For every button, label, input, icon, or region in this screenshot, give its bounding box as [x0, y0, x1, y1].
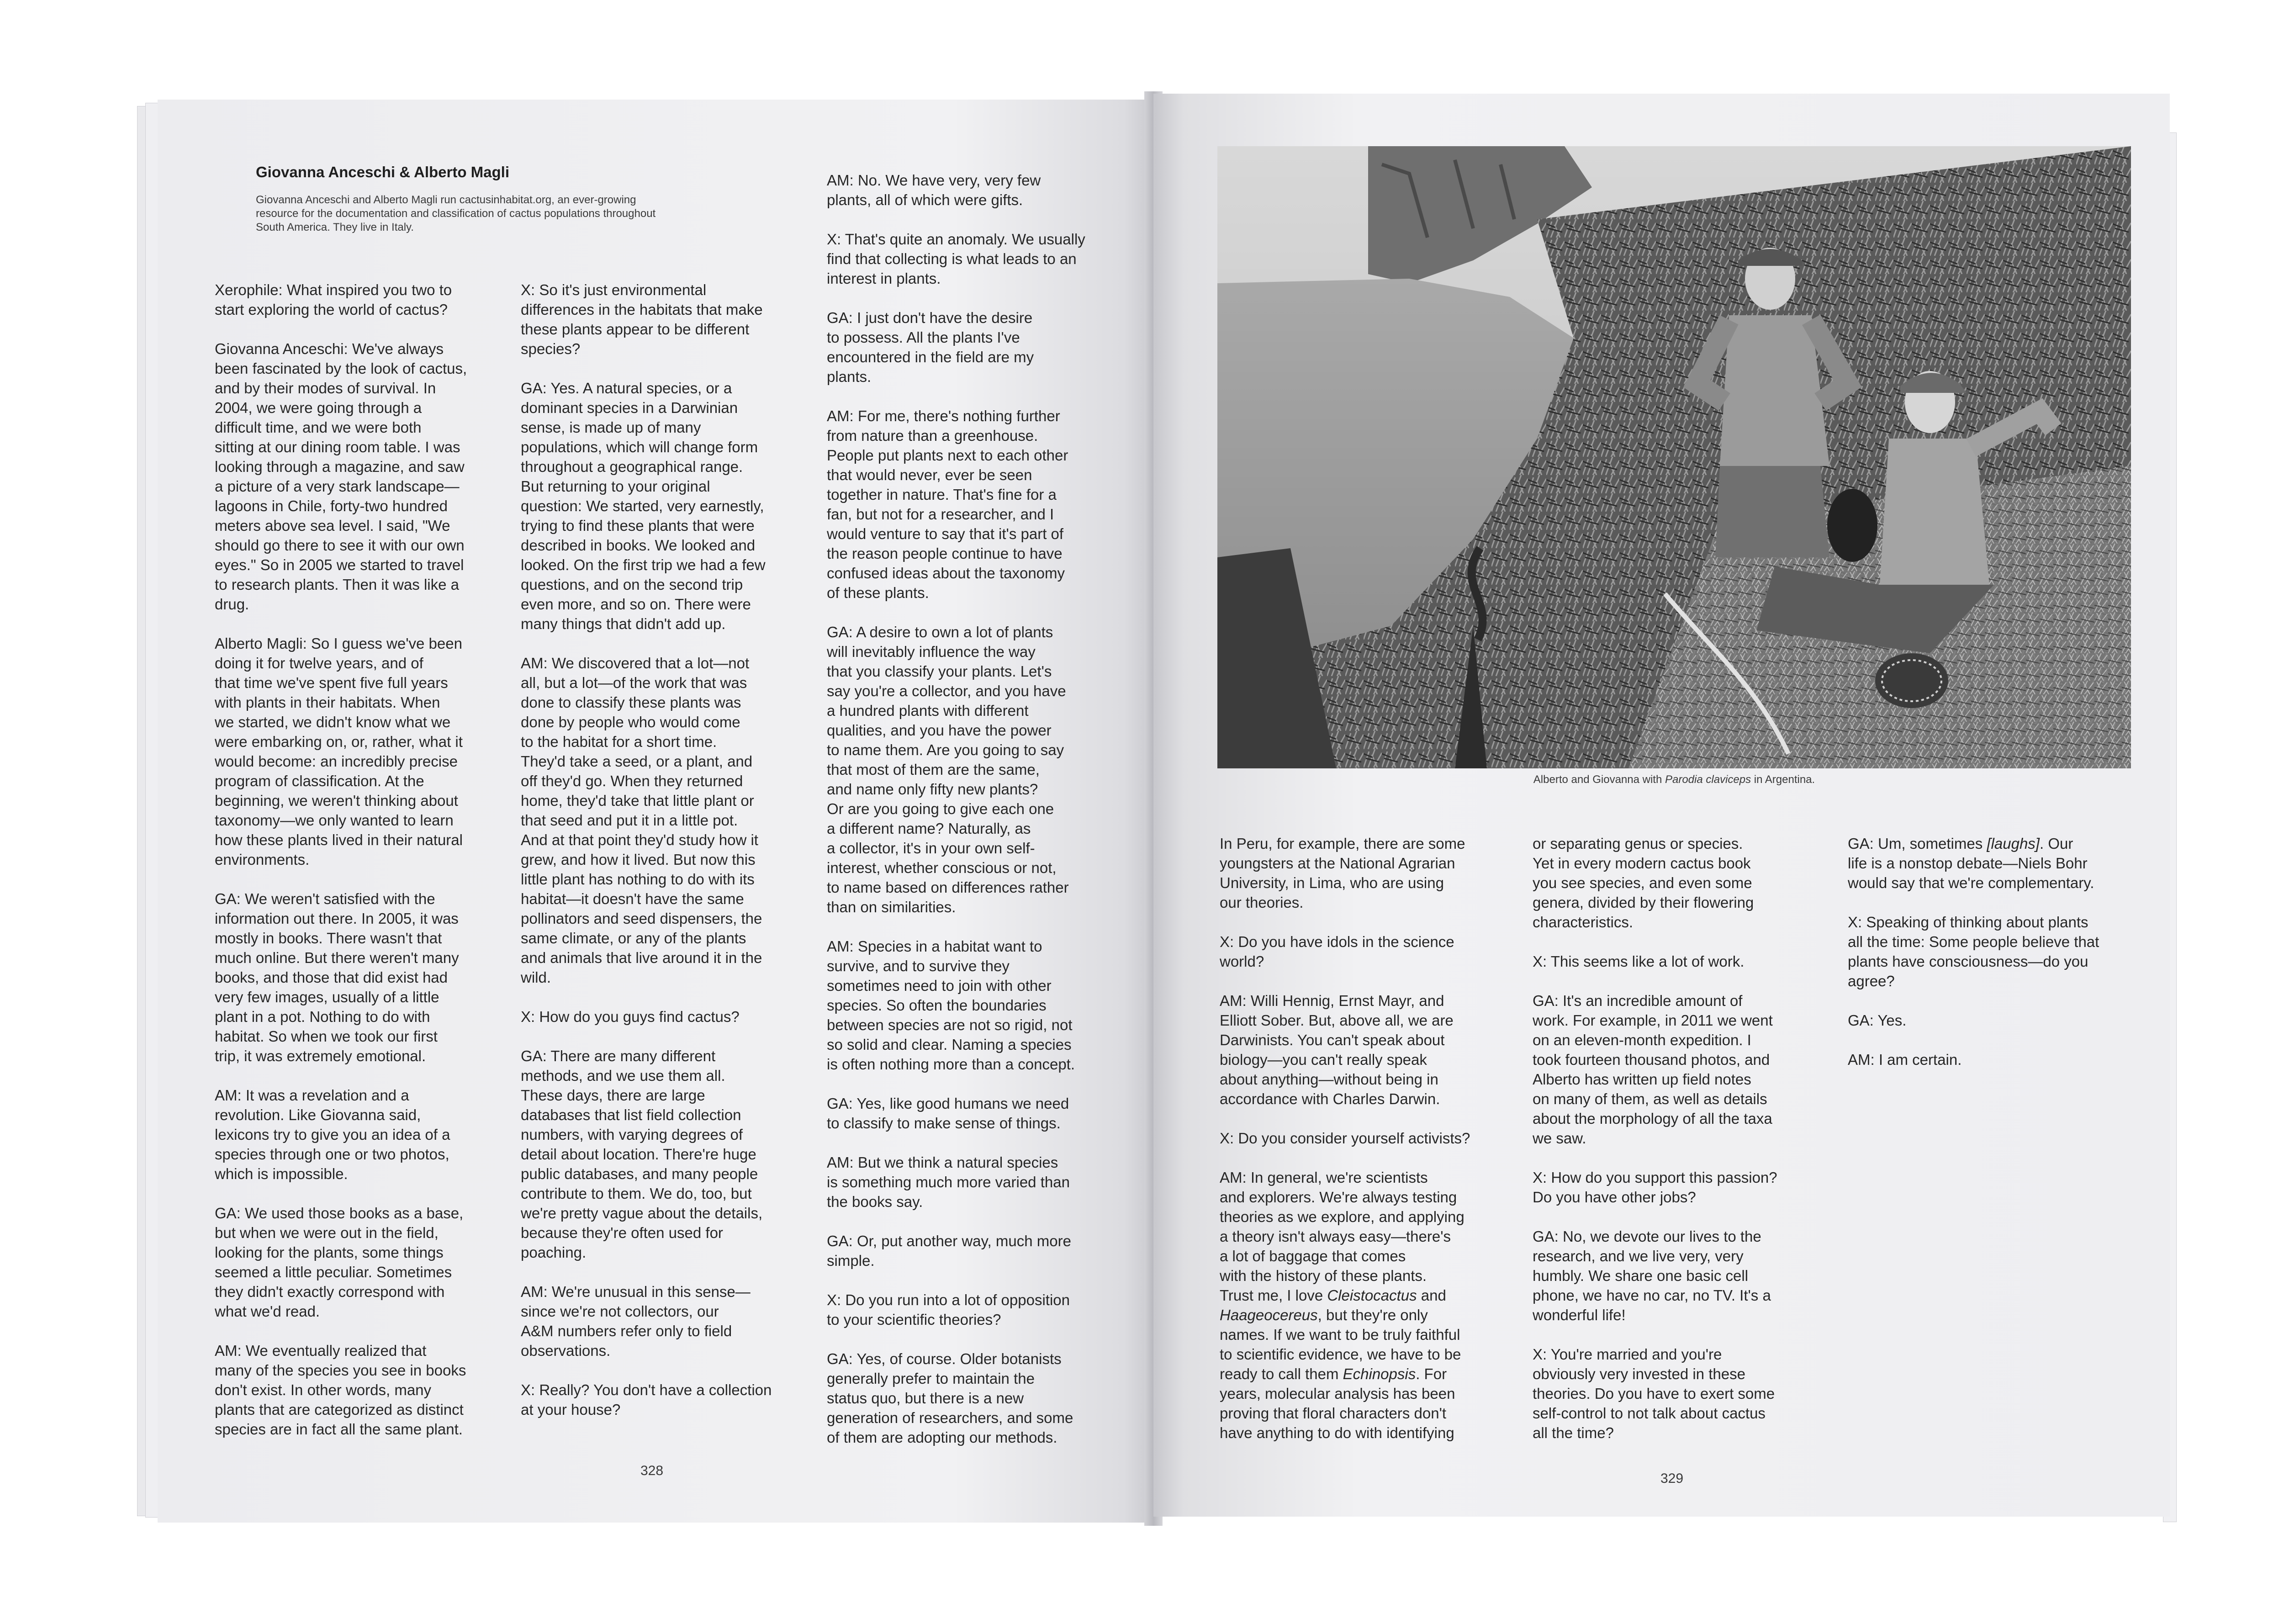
paragraph: X: You're married and you're obviously very invested in these theories. Do you have to exert some self-control to not talk about cactus all the time? [1533, 1346, 1775, 1441]
paragraph: AM: But we think a natural species is something much more varied than the books say. [827, 1154, 1070, 1210]
paragraph: AM: We eventually realized that many of the species you see in books don't exist. In other words, many plants that are categorized as distinct species are in fact all the same plant. [215, 1342, 466, 1438]
paragraph: X: Do you consider yourself activists? [1220, 1130, 1470, 1147]
paragraph: GA: It's an incredible amount of work. For example, in 2011 we went on an eleven-month expedition. I took fourteen thousand photos, and Alberto has written up field notes on many of them, as well as details about the morphology of all the taxa we saw. [1533, 992, 1773, 1147]
right-page [1153, 94, 2170, 1517]
paragraph: GA: Um, sometimes [laughs]. Our life is a nonstop debate—Niels Bohr would say that we're complementary. [1848, 835, 2094, 891]
paragraph: GA: Yes. [1848, 1012, 1907, 1029]
author-heading: Giovanna Anceschi & Alberto Magli [256, 164, 509, 180]
paragraph: GA: Or, put another way, much more simple. [827, 1233, 1071, 1269]
paragraph: In Peru, for example, there are some youngsters at the National Agrarian University, in Lima, who are using our theories. [1220, 835, 1465, 911]
left-page [158, 100, 1153, 1523]
paragraph: X: How do you support this passion? Do you have other jobs? [1533, 1169, 1777, 1206]
paragraph: AM: In general, we're scientists and explorers. We're always testing theories as we explore, and applying a theory isn't always easy—there's a lot of baggage that comes with the history of these plants. Trust me, I love Cleistocactus and Haageocereus, but they're only names. If we want to be truly faithful to scientific evidence, we have to be ready to call them Echinopsis. For years, molecular analysis has been proving that floral characters don't have anything to do with identifying [1220, 1169, 1465, 1441]
left-column-3 [827, 170, 1110, 1467]
paragraph: Giovanna Anceschi: We've always been fascinated by the look of cactus, and by their modes of survival. In 2004, we were going through a difficult time, and we were both sitting at our dining room table. I was looking through a magazine, and saw a picture of a very stark landscape— lagoons in Chile, forty-two hundred meters above sea level. I said, "We should go there to see it with our own eyes." So in 2005 we started to travel to research plants. Then it was like a drug. [215, 340, 467, 613]
paragraph: X: Do you run into a lot of opposition to your scientific theories? [827, 1291, 1070, 1328]
paragraph: X: Really? You don't have a collection at your house? [521, 1381, 772, 1418]
paragraph: X: So it's just environmental differences in the habitats that make these plants appear to be different species? [521, 281, 763, 357]
photo-caption: Alberto and Giovanna with Parodia claviceps in Argentina. [1533, 773, 1815, 786]
paragraph: AM: No. We have very, very few plants, all of which were gifts. [827, 172, 1041, 208]
paragraph: Xerophile: What inspired you two to start exploring the world of cactus? [215, 281, 452, 318]
photo-alberto-giovanna [1217, 146, 2131, 768]
page-number: 328 [640, 1463, 664, 1478]
paragraph: AM: We're unusual in this sense— since we're not collectors, our A&M numbers refer only to field observations. [521, 1283, 751, 1359]
right-column-1 [1220, 834, 1521, 1462]
paragraph: AM: It was a revelation and a revolution. Like Giovanna said, lexicons try to give you an idea of a species through one or two photos, which is impossible. [215, 1087, 450, 1182]
paragraph: X: Do you have idols in the science world? [1220, 933, 1454, 970]
paragraph: GA: Yes, of course. Older botanists generally prefer to maintain the status quo, but there is a new generation of researchers, and some of them are adopting our methods. [827, 1350, 1073, 1446]
paragraph: AM: We discovered that a lot—not all, but a lot—of the work that was done to classify these plants was done by people who would come to the habitat for a short time. They'd take a seed, or a plant, and off they'd go. When they returned home, they'd take that little plant or that seed and put it in a little pot. And at that point they'd study how it grew, and how it lived. But now this little plant has nothing to do with its habitat—it doesn't have the same pollinators and seed dispensers, the same climate, or any of the plants and animals that live around it in the wild. [521, 655, 762, 986]
paragraph: GA: Yes, like good humans we need to classify to make sense of things. [827, 1095, 1069, 1132]
paragraph: GA: Yes. A natural species, or a dominant species in a Darwinian sense, is made up of many populations, which will change form throughout a geographical range. But returning to your original question: We started, very earnestly, trying to find these plants that were described in books. We looked and looked. On the first trip we had a few questions, and on the second trip even more, and so on. There were many things that didn't add up. [521, 380, 766, 632]
paragraph: AM: Willi Hennig, Ernst Mayr, and Elliott Sober. But, above all, we are Darwinists. You can't speak about biology—you can't really speak about anything—without being in accordance with Charles Darwin. [1220, 992, 1454, 1107]
left-column-2 [521, 280, 795, 1439]
paragraph: X: This seems like a lot of work. [1533, 953, 1745, 970]
paragraph: GA: We weren't satisfied with the information out there. In 2005, it was mostly in books. There wasn't that much online. But there weren't many books, and those that did exist had very few images, usually of a little plant in a pot. Nothing to do with habitat. So when we took our first trip, it was extremely emotional. [215, 890, 459, 1064]
paragraph: X: How do you guys find cactus? [521, 1008, 740, 1025]
page-number: 329 [1660, 1471, 1684, 1486]
paragraph: AM: For me, there's nothing further from nature than a greenhouse. People put plants next to each other that would never, ever be seen together in nature. That's fine for a fan, but not for a researcher, and I would venture to say that it's part of the reason people continue to have confused ideas about the taxonomy of these plants. [827, 407, 1068, 601]
right-column-3 [1848, 834, 2140, 1089]
paragraph: X: That's quite an anomaly. We usually find that collecting is what leads to an interest in plants. [827, 231, 1085, 287]
right-column-2 [1533, 834, 1825, 1462]
author-bio: Giovanna Anceschi and Alberto Magli run cactusinhabitat.org, an ever-growing resource for the documentation and classification of cactus populations throughout South America. They live in Italy. [256, 194, 656, 233]
paragraph: GA: A desire to own a lot of plants will inevitably influence the way that you classify your plants. Let's say you're a collector, and you have a hundred plants with different qualities, and you have the power to name them. Are you going to say that most of them are the same, and name only fifty new plants? Or are you going to give each one a different name? Naturally, as a collector, it's in your own self- interest, whether conscious or not, to name based on differences rather than on similarities. [827, 624, 1069, 915]
paragraph: GA: No, we devote our lives to the research, and we live very, very humbly. We share one basic cell phone, we have no car, no TV. It's a wonderful life! [1533, 1228, 1771, 1323]
paragraph: Alberto Magli: So I guess we've been doing it for twelve years, and of that time we've spent five full years with plants in their habitats. When we started, we didn't know what we were embarking on, or, rather, what it would become: an incredibly precise program of classification. At the beginning, we weren't thinking about taxonomy—we only wanted to learn how these plants lived in their natural environments. [215, 635, 463, 868]
paragraph: GA: There are many different methods, and we use them all. These days, there are large databases that list field collection numbers, with varying degrees of detail about location. There're huge public databases, and many people contribute to them. We do, too, but we're pretty vague about the details, because they're often used for poaching. [521, 1047, 763, 1261]
left-column-1 [215, 280, 484, 1459]
paragraph: or separating genus or species. Yet in every modern cactus book you see species, and even some genera, divided by their flowering characteristics. [1533, 835, 1754, 931]
paragraph: AM: I am certain. [1848, 1051, 1962, 1068]
paragraph: X: Speaking of thinking about plants all the time: Some people believe that plants have consciousness—do you agree? [1848, 914, 2099, 989]
paragraph: GA: We used those books as a base, but when we were out in the field, looking for the plants, some things seemed a little peculiar. Sometimes they didn't exactly correspond with what we'd read. [215, 1205, 464, 1320]
paragraph: AM: Species in a habitat want to survive, and to survive they sometimes need to join with other species. So often the boundaries between species are not so rigid, not so solid and clear. Naming a species is often nothing more than a concept. [827, 938, 1075, 1073]
paragraph: GA: I just don't have the desire to possess. All the plants I've encountered in the field are my plants. [827, 309, 1034, 385]
